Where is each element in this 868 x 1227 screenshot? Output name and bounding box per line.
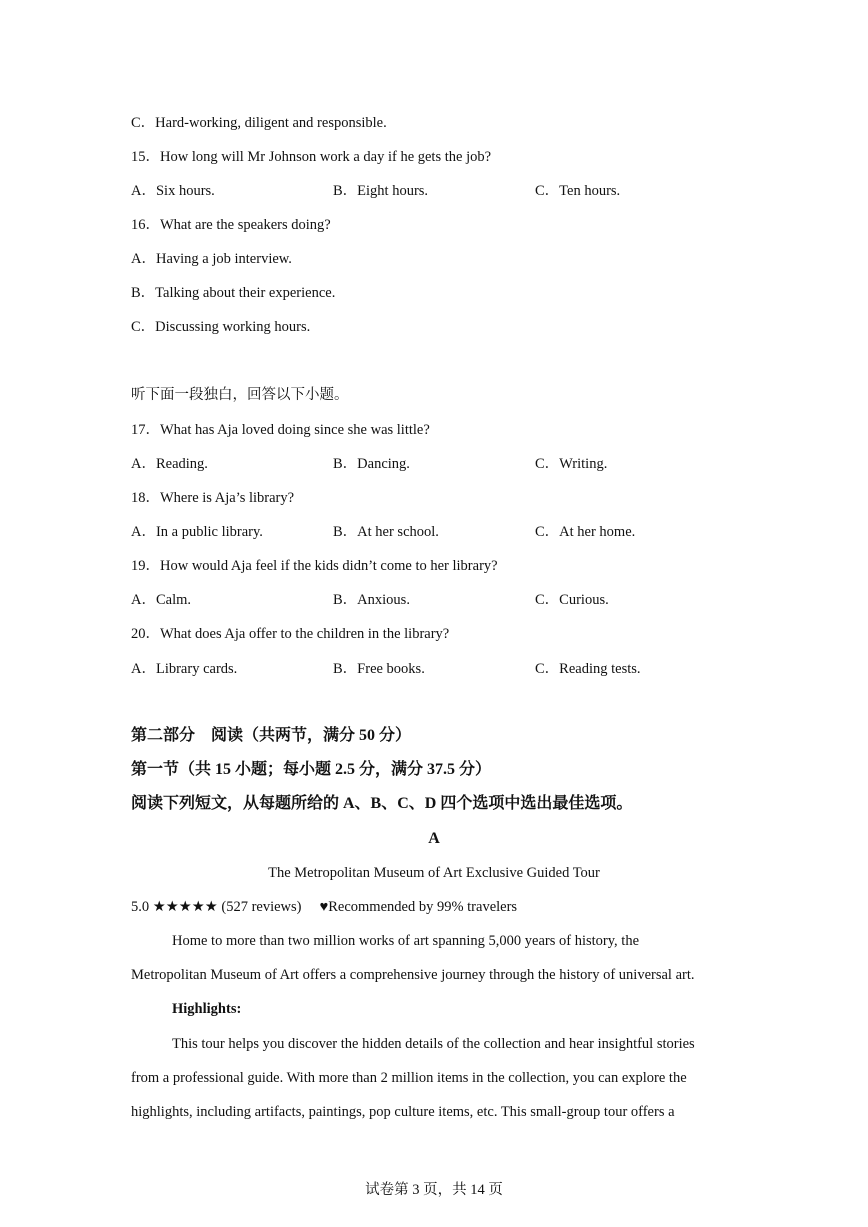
question-20: 20．What does Aja offer to the children in the library? (131, 626, 450, 642)
part-2-heading: 第二部分 阅读（共两节，满分 50 分） (131, 727, 412, 744)
q17-option-c: C．Writing. (535, 456, 608, 472)
paragraph-2-line-2: from a professional guide. With more than 2 million items in the collection, you can explore the (131, 1070, 687, 1086)
q19-option-b: B．Anxious. (333, 592, 410, 608)
paragraph-1-line-2: Metropolitan Museum of Art offers a comprehensive journey through the history of universal art. (131, 967, 695, 983)
q16-option-b: B．Talking about their experience. (131, 285, 336, 301)
q16-option-c: C．Discussing working hours. (131, 319, 311, 335)
monologue-instruction: 听下面一段独白，回答以下小题。 (131, 387, 349, 403)
question-15: 15．How long will Mr Johnson work a day if he gets the job? (131, 149, 492, 165)
q16-option-a: A．Having a job interview. (131, 251, 292, 267)
q15-option-c: C．Ten hours. (535, 183, 621, 199)
section-1-heading: 第一节（共 15 小题；每小题 2.5 分，满分 37.5 分） (131, 761, 492, 778)
paragraph-2-line-1: This tour helps you discover the hidden details of the collection and hear insightful stories (172, 1036, 695, 1052)
passage-label: A (428, 830, 440, 847)
q19-option-c: C．Curious. (535, 592, 609, 608)
page-footer: 试卷第 3 页，共 14 页 (365, 1182, 503, 1198)
q19-option-a: A．Calm. (131, 592, 192, 608)
q18-option-b: B．At her school. (333, 524, 439, 540)
q18-option-c: C．At her home. (535, 524, 636, 540)
highlights-label: Highlights: (172, 1001, 242, 1017)
q15-option-a: A．Six hours. (131, 183, 215, 199)
q17-option-b: B．Dancing. (333, 456, 410, 472)
q15-option-b: B．Eight hours. (333, 183, 429, 199)
q17-option-a: A．Reading. (131, 456, 208, 472)
q20-option-c: C．Reading tests. (535, 661, 641, 677)
reading-instruction: 阅读下列短文，从每题所给的 A、B、C、D 四个选项中选出最佳选项。 (131, 795, 633, 812)
question-17: 17．What has Aja loved doing since she was little? (131, 422, 430, 438)
question-18: 18．Where is Aja’s library? (131, 490, 295, 506)
q20-option-a: A．Library cards. (131, 661, 238, 677)
question-19: 19．How would Aja feel if the kids didn’t come to her library? (131, 558, 498, 574)
passage-title: The Metropolitan Museum of Art Exclusive Guided Tour (268, 865, 600, 881)
question-14-option-c: C．Hard-working, diligent and responsible. (131, 115, 387, 131)
q18-option-a: A．In a public library. (131, 524, 263, 540)
question-16: 16．What are the speakers doing? (131, 217, 331, 233)
paragraph-1-line-1: Home to more than two million works of art spanning 5,000 years of history, the (172, 933, 640, 949)
paragraph-2-line-3: highlights, including artifacts, paintings, pop culture items, etc. This small-group tour offers a (131, 1104, 675, 1120)
rating-line: 5.0 ★★★★★ (527 reviews) ♥Recommended by 99% travelers (131, 899, 518, 915)
q20-option-b: B．Free books. (333, 661, 425, 677)
